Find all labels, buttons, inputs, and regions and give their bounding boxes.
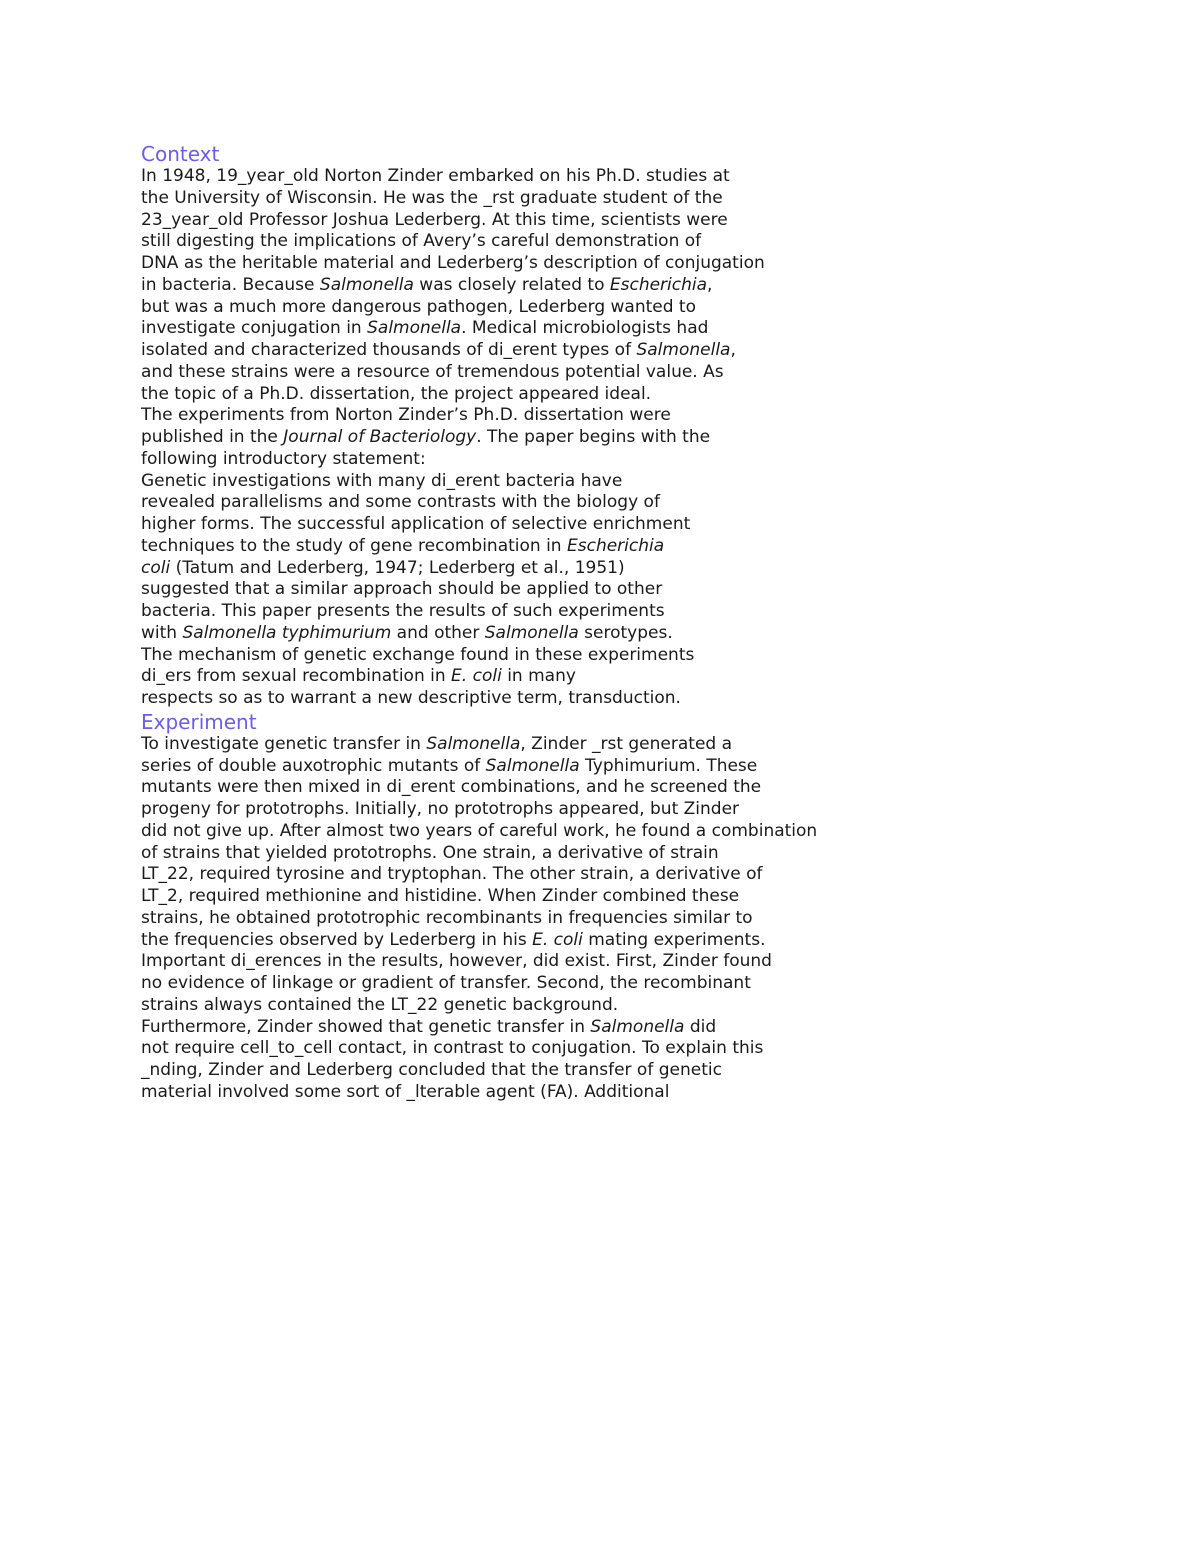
text-span: To investigate genetic transfer in [141,733,427,754]
italic-term: Salmonella [367,318,462,339]
text-span: suggested that a similar approach should be applied to other [141,579,663,600]
text-span: the University of Wisconsin. He was the _rst graduate student of the [141,187,723,208]
text-span: . The paper begins with the [476,427,711,447]
text-line [141,995,1141,1017]
section-heading: Experiment [141,709,257,734]
text-line [141,188,1141,210]
text-line [141,930,1141,952]
text-line [141,492,1141,514]
italic-term: E. coli [451,666,502,687]
text-span: In 1948, 19_year_old Norton Zinder embarked on his Ph.D. studies at [141,166,730,186]
text-span: still digesting the implications of Avery’s careful demonstration of [141,231,702,252]
text-span: _nding, Zinder and Lederberg concluded that the transfer of genetic [141,1060,722,1080]
text-span: DNA as the heritable material and Lederberg’s description of conjugation [141,253,765,273]
text-span: LT_22, required tyrosine and tryptophan. The other strain, a derivative of [141,864,763,885]
text-line [141,601,1141,623]
italic-term: coli [141,557,171,578]
text-span: in bacteria. Because [141,274,320,295]
text-line [141,318,1141,340]
text-span: of strains that yielded prototrophs. One strain, a derivative of strain [141,842,719,863]
text-span: and other [391,622,485,643]
text-span: Genetic investigations with many di_erent bacteria have [141,470,623,491]
text-span: investigate conjugation in [141,318,368,339]
italic-term: Salmonella [319,274,414,295]
text-line [141,253,1141,275]
text-line [141,734,1141,756]
text-span: The experiments from Norton Zinder’s Ph.D. dissertation were [141,405,671,426]
text-span: Furthermore, Zinder showed that genetic transfer in [141,1016,591,1037]
text-line [141,275,1141,297]
italic-term: Escherichia [609,274,708,295]
text-line [141,623,1141,645]
text-span: but was a much more dangerous pathogen, Lederberg wanted to [141,296,696,317]
text-line [141,558,1141,580]
text-span: was closely related to [413,274,610,295]
text-line [141,340,1141,362]
text-line [141,864,1141,886]
text-line [141,821,1141,843]
text-span: mutants were then mixed in di_erent combinations, and he screened the [141,777,762,798]
text-span: higher forms. The successful application of selective enrichment [141,514,691,534]
text-span: The mechanism of genetic exchange found in these experiments [141,644,695,665]
text-line [141,405,1141,427]
text-span: serotypes. [578,622,673,643]
text-span: mating experiments. [582,929,766,950]
text-line [141,1060,1141,1082]
text-span: and these strains were a resource of tremendous potential value. As [141,361,724,382]
text-span: Typhimurium. These [579,755,758,776]
text-span: . Medical microbiologists had [461,318,709,339]
text-line [141,951,1141,973]
text-line [141,1038,1141,1060]
text-span: techniques to the study of gene recombination in [141,535,567,556]
italic-term: Salmonella [590,1016,685,1037]
italic-term: Salmonella [636,340,731,360]
text-line [141,973,1141,995]
text-line [141,166,1141,188]
text-line [141,514,1141,536]
text-line [141,384,1141,406]
text-line [141,799,1141,821]
text-line [141,756,1141,778]
text-span: (Tatum and Lederberg, 1947; Lederberg et al., 1951) [170,557,625,578]
text-span: strains, he obtained prototrophic recombinants in frequencies similar to [141,907,753,928]
text-span: not require cell_to_cell contact, in contrast to conjugation. To explain this [141,1038,764,1059]
text-span: no evidence of linkage or gradient of transfer. Second, the recombinant [141,973,751,993]
text-span: series of double auxotrophic mutants of [141,755,486,776]
text-line [141,843,1141,865]
italic-term: Salmonella [484,622,579,643]
text-span: strains always contained the LT_22 genetic background. [141,994,619,1015]
text-span: , Zinder _rst generated a [520,733,733,754]
text-line [141,536,1141,558]
text-span: Important di_erences in the results, however, did exist. First, Zinder found [141,951,772,972]
text-span: in many [501,666,576,687]
italic-term: Journal of Bacteriology [283,427,477,447]
italic-term: Salmonella [485,755,580,776]
text-span: material involved some sort of _lterable agent (FA). Additional [141,1081,670,1102]
text-line [141,362,1141,384]
italic-term: Salmonella [426,733,521,754]
text-span: bacteria. This paper presents the results of such experiments [141,601,665,621]
text-span: progeny for prototrophs. Initially, no prototrophs appeared, but Zinder [141,799,740,819]
text-span: respects so as to warrant a new descriptive term, transduction. [141,688,681,708]
text-span: 23_year_old Professor Joshua Lederberg. At this time, scientists were [141,209,728,230]
text-line [141,908,1141,930]
text-line [141,449,1141,471]
text-span: isolated and characterized thousands of di_erent types of [141,340,637,360]
text-span: following introductory statement: [141,448,426,469]
text-line [141,210,1141,232]
text-line [141,427,1141,449]
text-line [141,777,1141,799]
italic-term: Escherichia [567,535,665,556]
text-span: the frequencies observed by Lederberg in his [141,929,533,950]
text-span: , [707,274,713,295]
text-line [141,471,1141,493]
text-span: did [684,1016,717,1037]
text-span: , [730,340,736,360]
text-line [141,231,1141,253]
text-line [141,645,1141,667]
text-span: LT_2, required methionine and histidine. When Zinder combined these [141,886,740,906]
italic-term: E. coli [532,929,583,950]
italic-term: Salmonella typhimurium [182,622,392,643]
section-heading: Context [141,142,220,166]
text-span: revealed parallelisms and some contrasts with the biology of [141,492,660,513]
text-line [141,297,1141,319]
text-line [141,1082,1141,1104]
text-span: did not give up. After almost two years of careful work, he found a combination [141,820,818,841]
text-span: di_ers from sexual recombination in [141,666,452,687]
text-span: with [141,622,183,643]
text-line [141,666,1141,688]
text-line [141,886,1141,908]
text-span: published in the [141,427,284,447]
text-span: the topic of a Ph.D. dissertation, the project appeared ideal. [141,383,652,404]
text-line [141,579,1141,601]
text-line [141,688,1141,710]
document-page [141,142,1141,1104]
text-line [141,1017,1141,1039]
